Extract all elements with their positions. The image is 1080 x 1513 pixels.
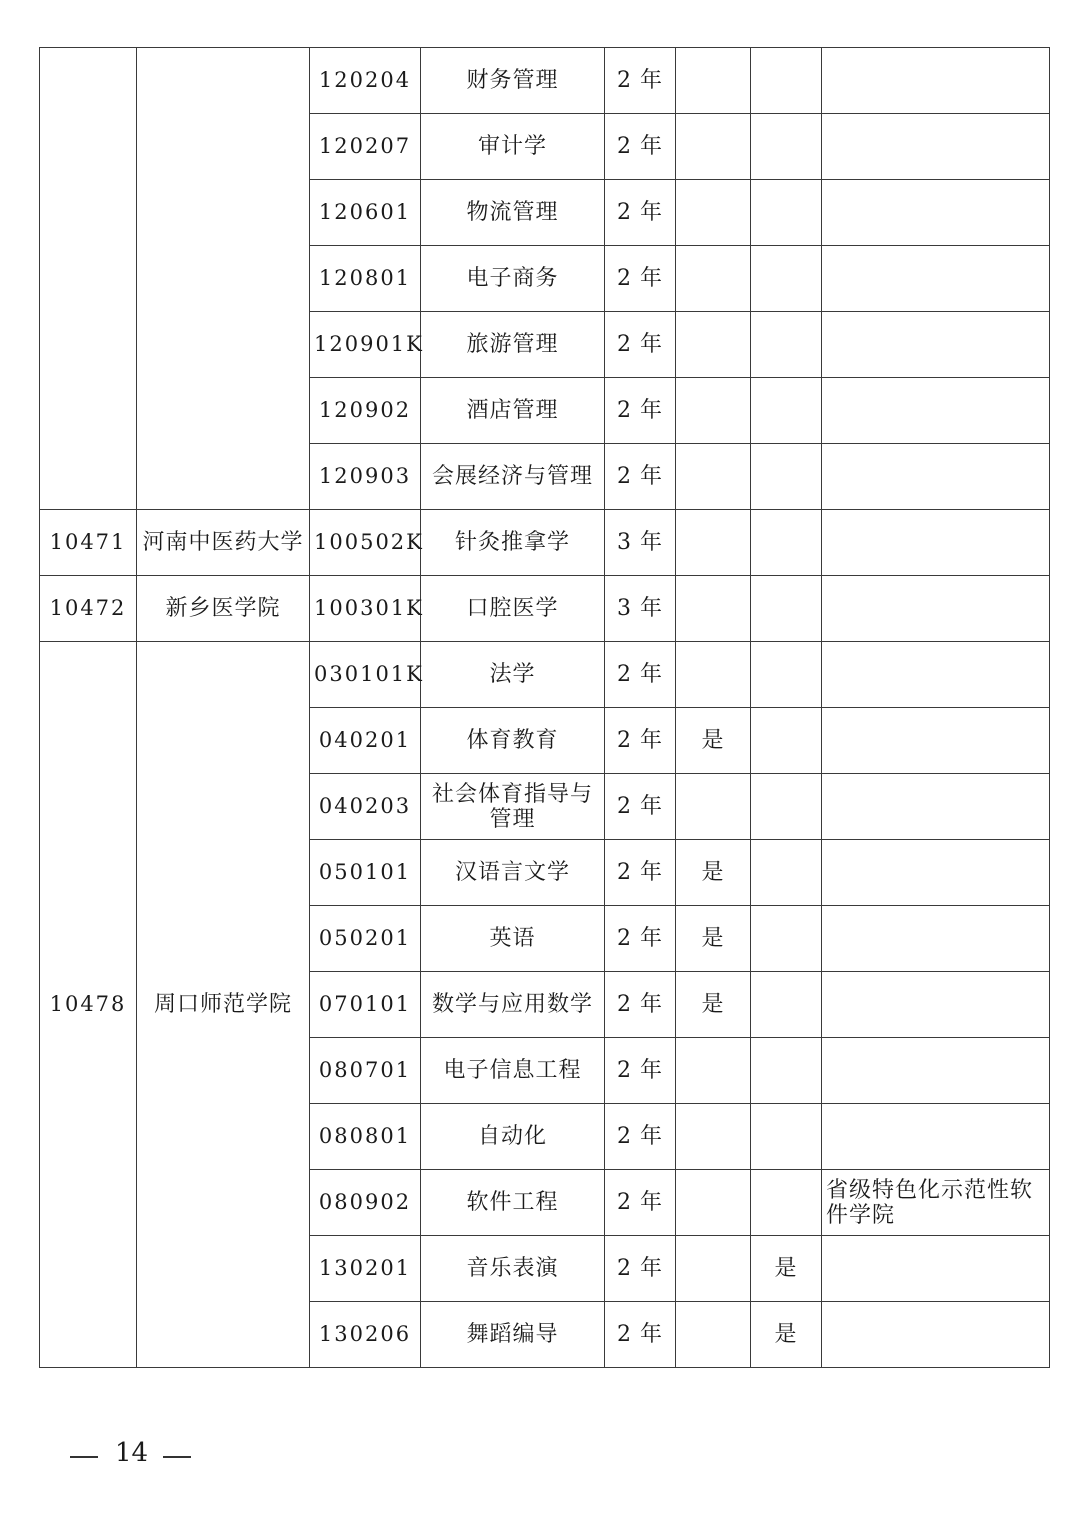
flag1-cell: [676, 312, 751, 378]
major-name-cell: 电子商务: [421, 246, 605, 312]
duration-cell: 2 年: [605, 1236, 676, 1302]
note-cell: [822, 246, 1050, 312]
flag2-cell: [751, 1038, 822, 1104]
note-cell: [822, 1104, 1050, 1170]
note-cell: [822, 114, 1050, 180]
major-name-cell: 口腔医学: [421, 576, 605, 642]
flag2-cell: [751, 576, 822, 642]
major-name-cell: 针灸推拿学: [421, 510, 605, 576]
major-name-cell: 法学: [421, 642, 605, 708]
flag1-cell: [676, 1104, 751, 1170]
note-cell: [822, 774, 1050, 840]
flag2-cell: [751, 246, 822, 312]
table-row: [40, 642, 1050, 708]
flag1-cell: [676, 114, 751, 180]
major-name-cell: 财务管理: [421, 48, 605, 114]
flag1-cell: [676, 642, 751, 708]
note-cell: [822, 642, 1050, 708]
major-name-cell: 数学与应用数学: [421, 972, 605, 1038]
duration-cell: 2 年: [605, 840, 676, 906]
flag1-cell: 是: [676, 708, 751, 774]
duration-cell: 2 年: [605, 378, 676, 444]
flag2-cell: 是: [751, 1302, 822, 1368]
note-cell: [822, 444, 1050, 510]
flag1-cell: [676, 246, 751, 312]
major-name-cell: 自动化: [421, 1104, 605, 1170]
major-name-cell: 舞蹈编导: [421, 1302, 605, 1368]
note-cell: 省级特色化示范性软件学院: [822, 1170, 1050, 1236]
note-cell: [822, 48, 1050, 114]
duration-cell: 3 年: [605, 576, 676, 642]
duration-cell: 2 年: [605, 906, 676, 972]
flag1-cell: [676, 576, 751, 642]
flag2-cell: [751, 642, 822, 708]
flag2-cell: [751, 312, 822, 378]
note-cell: [822, 972, 1050, 1038]
duration-cell: 2 年: [605, 1170, 676, 1236]
right-dash: [163, 1456, 191, 1458]
major-code-cell: 120601: [310, 180, 421, 246]
major-name-cell: 审计学: [421, 114, 605, 180]
flag2-cell: [751, 972, 822, 1038]
flag1-cell: [676, 378, 751, 444]
school-name-cell: 河南中医药大学: [137, 510, 310, 576]
flag1-cell: [676, 1236, 751, 1302]
flag2-cell: [751, 774, 822, 840]
school-code-cell: 10471: [40, 510, 137, 576]
major-name-cell: 汉语言文学: [421, 840, 605, 906]
majors-table: [39, 47, 1050, 1368]
major-name-cell: 体育教育: [421, 708, 605, 774]
major-name-cell: 物流管理: [421, 180, 605, 246]
duration-cell: 2 年: [605, 1104, 676, 1170]
major-code-cell: 130201: [310, 1236, 421, 1302]
major-code-cell: 120204: [310, 48, 421, 114]
note-cell: [822, 312, 1050, 378]
flag1-cell: 是: [676, 840, 751, 906]
flag1-cell: [676, 1170, 751, 1236]
flag2-cell: [751, 48, 822, 114]
school-name-cell: 周口师范学院: [137, 642, 310, 1368]
flag2-cell: [751, 708, 822, 774]
note-cell: [822, 708, 1050, 774]
flag2-cell: [751, 444, 822, 510]
duration-cell: 2 年: [605, 48, 676, 114]
major-code-cell: 120903: [310, 444, 421, 510]
table-body: [40, 48, 1050, 1368]
page-number: 14: [115, 1438, 149, 1468]
duration-cell: 2 年: [605, 774, 676, 840]
major-code-cell: 080801: [310, 1104, 421, 1170]
major-name-cell: 音乐表演: [421, 1236, 605, 1302]
left-dash: [70, 1456, 98, 1458]
table-row: [40, 510, 1050, 576]
major-code-cell: 130206: [310, 1302, 421, 1368]
major-name-cell: 电子信息工程: [421, 1038, 605, 1104]
flag2-cell: 是: [751, 1236, 822, 1302]
school-name-cell: 新乡医学院: [137, 576, 310, 642]
flag1-cell: [676, 444, 751, 510]
duration-cell: 3 年: [605, 510, 676, 576]
flag2-cell: [751, 1170, 822, 1236]
major-code-cell: 120901K: [310, 312, 421, 378]
major-name-cell: 软件工程: [421, 1170, 605, 1236]
note-cell: [822, 510, 1050, 576]
major-name-cell: 会展经济与管理: [421, 444, 605, 510]
flag1-cell: [676, 1038, 751, 1104]
flag1-cell: [676, 510, 751, 576]
flag2-cell: [751, 378, 822, 444]
duration-cell: 2 年: [605, 642, 676, 708]
flag2-cell: [751, 180, 822, 246]
duration-cell: 2 年: [605, 708, 676, 774]
major-code-cell: 070101: [310, 972, 421, 1038]
duration-cell: 2 年: [605, 246, 676, 312]
duration-cell: 2 年: [605, 312, 676, 378]
note-cell: [822, 840, 1050, 906]
major-code-cell: 050101: [310, 840, 421, 906]
note-cell: [822, 378, 1050, 444]
note-cell: [822, 1236, 1050, 1302]
note-cell: [822, 180, 1050, 246]
note-cell: [822, 906, 1050, 972]
major-code-cell: 100502K: [310, 510, 421, 576]
school-name-cell: [137, 48, 310, 510]
major-code-cell: 120801: [310, 246, 421, 312]
major-code-cell: 080902: [310, 1170, 421, 1236]
major-name-cell: 旅游管理: [421, 312, 605, 378]
school-code-cell: [40, 48, 137, 510]
note-cell: [822, 1302, 1050, 1368]
major-code-cell: 040203: [310, 774, 421, 840]
school-code-cell: 10478: [40, 642, 137, 1368]
school-code-cell: 10472: [40, 576, 137, 642]
major-code-cell: 120207: [310, 114, 421, 180]
flag2-cell: [751, 906, 822, 972]
duration-cell: 2 年: [605, 444, 676, 510]
flag1-cell: 是: [676, 906, 751, 972]
duration-cell: 2 年: [605, 972, 676, 1038]
duration-cell: 2 年: [605, 180, 676, 246]
flag1-cell: [676, 180, 751, 246]
table-row: [40, 576, 1050, 642]
flag1-cell: [676, 48, 751, 114]
major-name-cell: 酒店管理: [421, 378, 605, 444]
major-name-cell: 社会体育指导与管理: [421, 774, 605, 840]
duration-cell: 2 年: [605, 114, 676, 180]
flag1-cell: [676, 774, 751, 840]
major-code-cell: 050201: [310, 906, 421, 972]
major-code-cell: 040201: [310, 708, 421, 774]
major-code-cell: 030101K: [310, 642, 421, 708]
note-cell: [822, 1038, 1050, 1104]
flag2-cell: [751, 840, 822, 906]
duration-cell: 2 年: [605, 1302, 676, 1368]
flag1-cell: [676, 1302, 751, 1368]
flag1-cell: 是: [676, 972, 751, 1038]
major-code-cell: 100301K: [310, 576, 421, 642]
duration-cell: 2 年: [605, 1038, 676, 1104]
flag2-cell: [751, 1104, 822, 1170]
table-row: [40, 48, 1050, 114]
flag2-cell: [751, 114, 822, 180]
major-code-cell: 080701: [310, 1038, 421, 1104]
major-code-cell: 120902: [310, 378, 421, 444]
flag2-cell: [751, 510, 822, 576]
major-name-cell: 英语: [421, 906, 605, 972]
note-cell: [822, 576, 1050, 642]
